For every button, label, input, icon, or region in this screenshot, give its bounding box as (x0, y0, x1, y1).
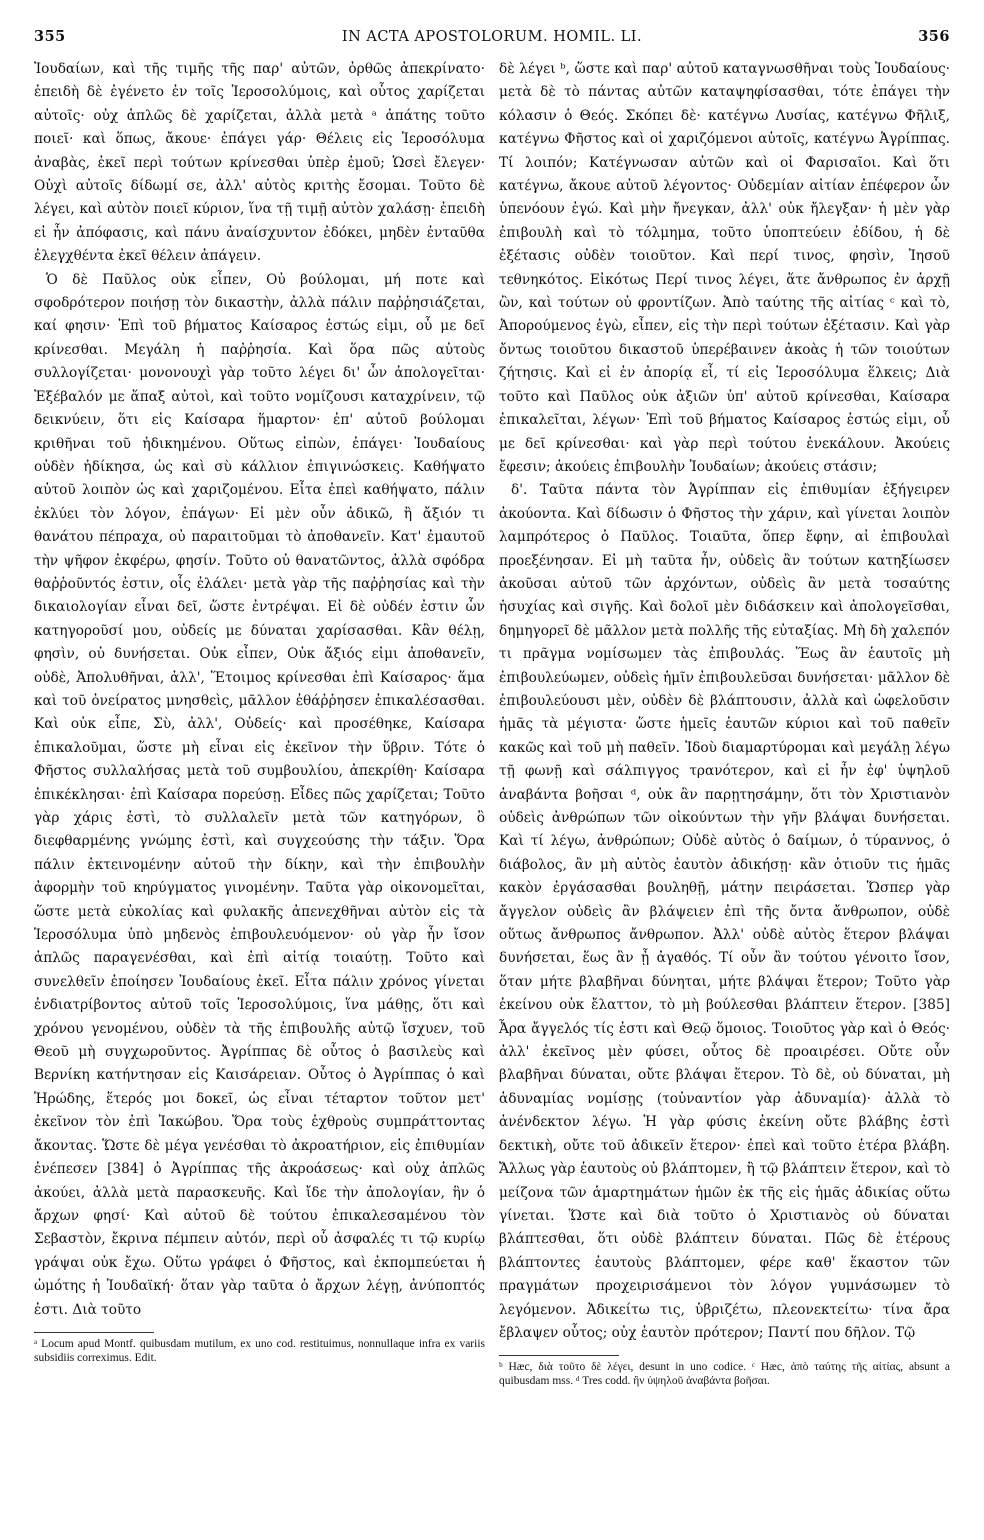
footnote-rule (499, 1355, 619, 1356)
right-column-text (499, 58, 950, 1345)
paragraph: δ'. Ταῦτα πάντα τὸν Ἀγρίππαν εἰς ἐπιθυμίαν ἐξήγειρεν ἀκούοντα. Καὶ δίδωσιν ὁ Φῆστος τὴν χάριν, καὶ γίνεται λοιπὸν λαμπρότερος ὁ Παῦλος. Τοιαῦτα, ὅπερ ἔφην, αἱ ἐπιβουλαὶ προεξένησαν. Εἰ μὴ ταῦτα ἦν, οὐδεὶς ἂν τούτων κατηξίωσεν ἀκοῦσαι αὐτοῦ τῶν ἀρχόντων, οὐδεὶς ἂν μετὰ τοσαύτης ἡσυχίας καὶ σιγῆς. Καὶ δολοῖ μὲν διδάσκειν καὶ ἀπολογεῖσθαι, δημηγορεῖ δὲ μᾶλλον μετὰ πολλῆς τῆς εὐταξίας. Μὴ δὴ χαλεπόν τι πρᾶγμα νομίσωμεν τὰς ἐπιβουλάς. Ἕως ἂν ἑαυτοῖς μὴ ἐπιβουλεύωμεν, οὐδεὶς ἡμῖν ἐπιβουλεῦσαι δυνήσεται· μᾶλλον δὲ ἐπιβουλεύουσι μὲν, οὐδὲν δὲ βλάπτουσιν, ἀλλὰ καὶ ὠφελοῦσιν ἡμᾶς τὰ μέγιστα· ὥστε ἡμεῖς ἑαυτῶν κύριοι καὶ τοῦ παθεῖν κακῶς καὶ τοῦ μὴ παθεῖν. Ἰδοὺ διαμαρτύρομαι καὶ μεγάλῃ λέγω τῇ φωνῇ καὶ σάλπιγγος τρανότερον, καὶ εἰ ἦν ἐφ' ὑψηλοῦ ἀναβάντα βοῆσαι ᵈ, οὐκ ἂν παρῃτησάμην, ὅτι τὸν Χριστιανὸν οὐδεὶς ἀνθρώπων τῶν οἰκούντων τὴν γῆν βλάψαι δυνήσεται. Καὶ τί λέγω, ἀνθρώπων; Οὐδὲ αὐτὸς ὁ δαίμων, ὁ τύραννος, ὁ διάβολος, ἂν μὴ αὐτὸς ἑαυτὸν ἀδικήσῃ· κἂν ὁτιοῦν τις ἡμᾶς κακὸν ἐργάσασθαι βουληθῇ, μάτην πειράσεται. Ὥσπερ γὰρ ἄγγελον οὐδεὶς ἂν βλάψειεν ἐπὶ τῆς ὄντα ἄνθρωπον, οὐδὲ οὕτως ἄνθρωπος ἄνθρωπον. Ἀλλ' οὐδὲ αὐτὸς ἕτερον βλάψαι δυνήσεται, ἕως ἂν ᾖ ἀγαθός. Τί οὖν ἂν τούτου γένοιτο ἴσον, ὅταν μήτε βλαβῆναι δύνηται, μήτε βλάψαι ἕτερον; Τοῦτο γὰρ ἐκείνου οὐκ ἔλαττον, τὸ μὴ βούλεσθαι βλάπτειν ἕτερον. [385] Ἆρα ἄγγελός τίς ἐστι καὶ Θεῷ ὅμοιος. Τοιοῦτος γὰρ καὶ ὁ Θεός· ἀλλ' ἐκεῖνος μὲν φύσει, οὗτος δὲ προαιρέσει. Οὔτε οὖν βλαβῆναι δύναται, οὔτε βλάψαι ἕτερον. Τὸ δὲ, οὐ δύναται, μὴ ἀδυναμίας νομίσῃς (τοὐναντίον γὰρ ἀδυναμία)· ἀλλὰ τὸ ἀνένδεκτον λέγω. Ἡ γὰρ φύσις ἐκείνη οὔτε βλάβης ἐστὶ δεκτικὴ, οὔτε τοῦ ἀδικεῖν ἕτερον· ἐπεὶ καὶ τοῦτο ἑτέρα βλάβη. Ἄλλως γὰρ ἑαυτοὺς οὐ βλάπτομεν, ἢ τῷ βλάπτειν ἕτερον, καὶ τὸ μείζονα τῶν ἁμαρτημάτων ἡμῶν ἐκ τῆς εἰς ἡμᾶς ἀδικίας οὕτω γίνεται. Ὥστε καὶ διὰ τοῦτο ὁ Χριστιανὸς οὐ δύναται βλάπτεσθαι, ὅτι οὐδὲ βλάπτειν δύναται. Πῶς δὲ ἑτέρους βλάπτοντες ἑαυτοὺς βλάπτομεν, φέρε καθ' ἕκαστον τῶν πραγμάτων προχειρισάμενοι τὸν λόγον γυμνάσωμεν τὸ λεγόμενον. Ἀδικείτω τις, ὑβριζέτω, πλεονεκτείτω· τίνα ἄρα ἔβλαψεν οὗτος; οὐχ ἑαυτὸν πρότερον; Παντί που δῆλον. Τῷ (499, 482, 950, 1341)
paragraph: δὲ λέγει ᵇ, ὥστε καὶ παρ' αὐτοῦ καταγνωσθῆναι τοὺς Ἰουδαίους· μετὰ δὲ τὸ πάντας αὐτῶν καταψηφίσασθαι, τότε ἐπάγει τὴν κόλασιν ὁ Θεός. Σκόπει δὲ· κατέγνω Λυσίας, κατέγνω Φῆλιξ, κατέγνω Φῆστος καὶ οἱ χαριζόμενοι αὐτοῖς, κατέγνω Ἀγρίππας. Τί λοιπόν; Κατέγνωσαν αὐτῶν καὶ οἱ Φαρισαῖοι. Καὶ ὅτι κατέγνω, ἄκουε αὐτοῦ λέγοντος· Οὐδεμίαν αἰτίαν ἐπέφερον ὧν ὑπενόουν ἐγώ. Καὶ μὴν ἤνεγκαν, ἀλλ' οὐκ ἤλεγξαν· ἡ μὲν γὰρ ἐπιβουλὴ καὶ τὸ τόλμημα, τοῦτο ὑποπτεύειν ἐδίδου, ἡ δὲ ἐξέτασις οὐδὲν τοιοῦτον. Καὶ περί τινος, φησὶν, Ἰησοῦ τεθνηκότος. Εἰκότως Περί τινος λέγει, ἅτε ἄνθρωπος ἐν ἀρχῇ ὢν, καὶ τούτων οὐ φροντίζων. Ἀπὸ ταύτης τῆς αἰτίας ᶜ καὶ τὸ, Ἀπορούμενος ἐγὼ, εἶπεν, εἰς τὴν περὶ τούτων ἐξέτασιν. Καὶ γὰρ ὄντως τοιοῦτου δικαστοῦ ὑπερέβαινεν ἀκοὰς ἡ τῶν τοιούτων ζήτησις. Καὶ εἰ ἐν ἀπορίᾳ εἶ, τί εἰς Ἱεροσόλυμα ἕλκεις; Διὰ τοῦτο καὶ Παῦλος οὐκ ἀξιῶν ὑπ' αὐτοῦ κρίνεσθαι, Καίσαρα ἐπικαλεῖται, λέγων· Ἐπὶ τοῦ βήματος Καίσαρος ἑστώς εἰμι, οὗ με δεῖ κρίνεσθαι· καὶ γὰρ περὶ τούτου ἐνεκάλουν. Ἀκούεις ἔφεσιν; ἀκούεις ἐπιβουλὴν Ἰουδαίων; ἀκούεις στάσιν; (499, 61, 950, 475)
left-footnotes (34, 1332, 485, 1365)
page-number-left: 355 (34, 28, 66, 45)
page-number-right: 356 (918, 28, 950, 45)
footnote: ᵇ Hæc, διὰ τοῦτο δὲ λέγει, desunt in uno codice. ᶜ Hæc, ἀπὸ ταύτης τῆς αἰτίας, absunt a quibusdam mss. ᵈ Tres codd. ἢν ὑψηλοῦ ἀναβάντα βοῆσαι. (499, 1361, 950, 1388)
paragraph: Ὁ δὲ Παῦλος οὐκ εἶπεν, Οὐ βούλομαι, μή ποτε καὶ σφοδρότερον ποιήσῃ τὸν δικαστὴν, ἀλλὰ πάλιν παῤῥησιάζεται, καί φησιν· Ἐπὶ τοῦ βήματος Καίσαρος ἑστώς εἰμι, οὗ με δεῖ κρίνεσθαι. Μεγάλη ἡ παῤῥησία. Καὶ ὅρα πῶς αὐτοὺς συλλογίζεται· μονονουχὶ γὰρ τοῦτο λέγει δι' ὧν ἀπολογεῖται· Ἐξέβαλόν με ἅπαξ αὐτοὶ, καὶ τοῦτο νομίζουσι καταχρίνειν, τῷ δεικνύειν, ὅτι εἰς Καίσαρα ἥμαρτον· ἐπ' αὐτοῦ βούλομαι κριθῆναι τοῦ ἠδικημένου. Οὕτως εἰπὼν, ἐπάγει· Ἰουδαίους οὐδὲν ἠδίκησα, ὡς καὶ σὺ κάλλιον ἐπιγινώσκεις. Καθήψατο αὐτοῦ λοιπὸν ὡς καὶ χαριζομένου. Εἶτα ἐπεὶ καθήψατο, πάλιν ἐκλύει τὸν λόγον, ἐπάγων· Εἰ μὲν οὖν ἀδικῶ, ἢ ἄξιόν τι θανάτου πέπραχα, οὐ παραιτοῦμαι τὸ ἀποθανεῖν. Κατ' ἐμαυτοῦ τὴν ψῆφον ἐκφέρω, φησίν. Τοῦτο οὐ θανατῶντος, ἀλλὰ σφόδρα θαῤῥοῦντός ἐστιν, οἷς ἐλάλει· μετὰ γὰρ τῆς παῤῥησίας καὶ τὴν δικαιολογίαν εἶναι δεῖ, ὥστε ἐντρέψαι. Εἰ δὲ οὐδέν ἐστιν ὧν κατηγοροῦσί μου, οὐδείς με δύναται χαρίσασθαι. Κἂν θέλῃ, φησὶν, οὐ δυνήσεται. Οὐκ εἶπεν, Οὐκ ἄξιός εἰμι ἀποθανεῖν, οὐδὲ, Ἀπολυθῆναι, ἀλλ', Ἕτοιμος κρίνεσθαι ἐπὶ Καίσαρος· ἅμα καὶ τοῦ ὀνείρατος μνησθεὶς, μᾶλλον ἐθάῤῥησεν ἐπικαλέσασθαι. Καὶ οὐκ εἶπε, Σὺ, ἀλλ', Οὐδείς· καὶ προσέθηκε, Καίσαρα ἐπικαλοῦμαι, ὥστε μὴ εἶναι εἰς ἐκεῖνον τὴν ὕβριν. Τότε ὁ Φῆστος συλλαλήσας μετὰ τοῦ συμβουλίου, ἀπεκρίθη· Καίσαρα ἐπικέκλησαι· ἐπὶ Καίσαρα πορεύσῃ. Εἶδες πῶς χαρίζεται; Τοῦτο γὰρ χάρις ἐστὶ, τὸ συλλαλεῖν μετὰ τῶν κατηγόρων, ὃ διεφθαρμένης γνώμης ἐστὶ, καὶ συγχεούσης τὴν τάξιν. Ὅρα πάλιν ἐκτεινομένην αὐτοῦ τὴν δίκην, καὶ τὴν ἐπιβουλὴν ἀφορμὴν τοῦ κηρύγματος γινομένην. Ταῦτα γὰρ οἰκονομεῖται, ὥστε μετὰ εὐκολίας καὶ φυλακῆς ἀπενεχθῆναι αὐτὸν εἰς τὰ Ἱεροσόλυμα ὑπὸ μηδενὸς ἐπιβουλευόμενον· οὐ γὰρ ἦν ἴσον ἁπλῶς παραγενέσθαι, καὶ ἐπὶ αἰτίᾳ τοιαύτῃ. Τοῦτο καὶ συνελθεῖν ἐποίησεν Ἰουδαίους ἐκεῖ. Εἶτα πάλιν χρόνος γίνεται ἐνδιατρίβοντος αὐτοῦ τοῖς Ἱεροσολύμοις, ἵνα μάθῃς, ὅτι καὶ χρόνου γενομένου, οὐδὲν τὰ τῆς ἐπιβουλῆς αὐτῷ ἴσχυεν, τοῦ Θεοῦ μὴ συγχωροῦντος. Ἀγρίππας δὲ οὗτος ὁ βασιλεὺς καὶ Βερνίκη κατήντησαν εἰς Καισάρειαν. Οὗτος ὁ Ἀγρίππας ὁ καὶ Ἡρώδης, ἕτερός μοι δοκεῖ, ὡς εἶναι τέταρτον τοῦτον μετ' ἐκεῖνον τὸν ἐπὶ Ἰακώβου. Ὅρα τοὺς ἐχθροὺς συμπράττοντας ἄκοντας. Ὥστε δὲ μέγα γενέσθαι τὸ ἀκροατήριον, εἰς ἐπιθυμίαν ἐνέπεσεν [384] ὁ Ἀγρίππας τῆς ἀκροάσεως· καὶ οὐχ ἁπλῶς ἀκούει, ἀλλὰ μετὰ παρασκευῆς. Καὶ ἴδε τὴν ἀπολογίαν, ἣν ὁ ἄρχων φησί· Καὶ αὐτοῦ δὲ τούτου ἐπικαλεσαμένου τὸν Σεβαστὸν, ἔκρινα πέμπειν αὐτόν, περὶ οὗ ἀσφαλές τι τῷ κυρίῳ γράψαι οὐκ ἔχω. Οὕτω γράφει ὁ Φῆστος, καὶ ἐκπομπεύεται ἡ ὠμότης ἡ Ἰουδαϊκή· ὅταν γὰρ ταῦτα ὁ ἄρχων λέγῃ, ἀνύποπτός ἐστι. Διὰ τοῦτο (34, 271, 485, 1318)
footnote: ᵃ Locum apud Montf. quibusdam mutilum, ex uno cod. restituimus, nonnullaque infra ex variis subsidiis correximus. Edit. (34, 1337, 485, 1364)
two-column-body (34, 58, 950, 1388)
left-column (34, 58, 485, 1388)
running-title: IN ACTA APOSTOLORUM. HOMIL. LI. (341, 29, 643, 45)
right-column (499, 58, 950, 1388)
paragraph: Ἰουδαίων, καὶ τῆς τιμῆς τῆς παρ' αὐτῶν, ὀρθῶς ἀπεκρίνατο· ἐπειδὴ δὲ ἐγένετο ἐν τοῖς Ἱεροσολύμοις, καὶ οὗτος χαρίζεται αὐτοῖς· οὐχ ἁπλῶς δὲ χαρίζεται, ἀλλὰ μετὰ ᵃ ἀπάτης τοῦτο ποιεῖ· καὶ ὅπως, ἄκουε· ἐπάγει γάρ· Θέλεις εἰς Ἱεροσόλυμα ἀναβὰς, ἐκεῖ περὶ τούτων κρίνεσθαι ὑπὲρ ἐμοῦ; Ὡσεὶ ἔλεγεν· Οὐχὶ αὐτοῖς δίδωμί σε, ἀλλ' αὐτὸς κριτὴς ἔσομαι. Τοῦτο δὲ λέγει, καὶ αὐτὸν ποιεῖ κύριον, ἵνα τῇ τιμῇ αὐτὸν χαλάσῃ· ἐπειδὴ εἰ ἦν ἀπόφασις, καὶ πάνυ ἀναίσχυντον ἐδόκει, μηδὲν ἐνταῦθα ἐλεγχθέντα ἐκεῖ θέλειν ἀπάγειν. (34, 61, 485, 265)
right-footnotes (499, 1355, 950, 1388)
running-header (34, 28, 950, 50)
left-column-text (34, 58, 485, 1322)
footnote-rule (34, 1332, 154, 1333)
